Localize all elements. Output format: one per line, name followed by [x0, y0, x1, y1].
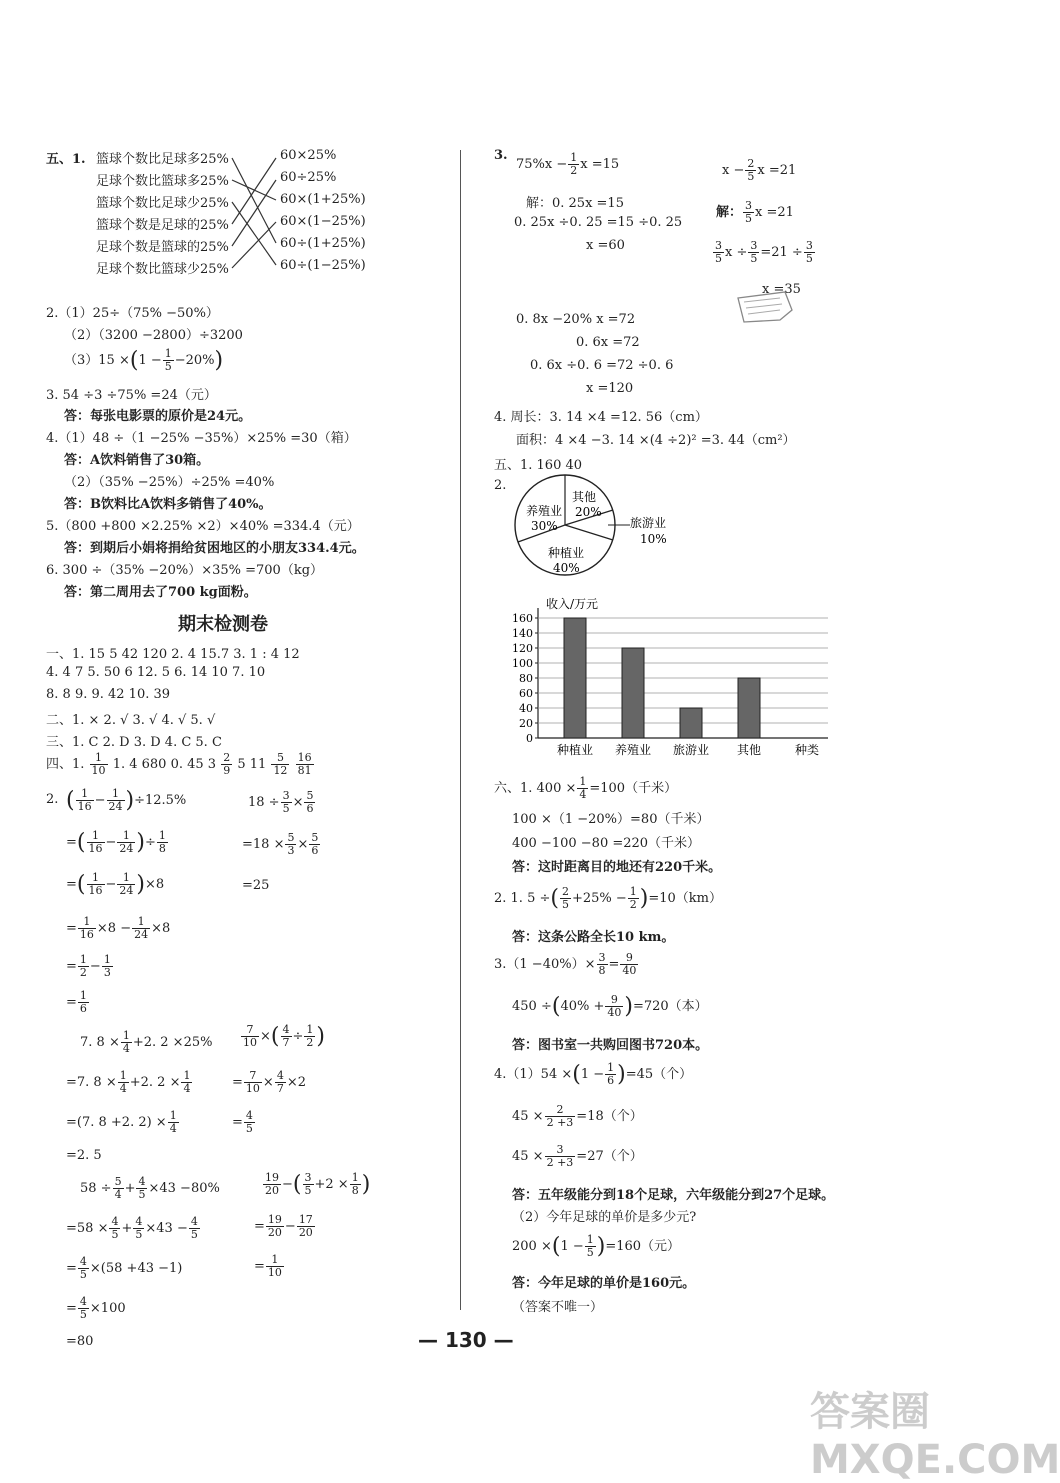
pie-divider-3	[565, 525, 613, 540]
rq3-label: 3.	[494, 148, 508, 163]
pie-label-1: 其他	[572, 490, 597, 504]
matching-right-item: 60×(1−25%)	[280, 214, 366, 229]
bar-chart	[500, 596, 830, 764]
calc-label: 2.	[46, 792, 59, 807]
calc-c4: =2. 5	[66, 1148, 102, 1163]
rs6-4f: 200 ×(1 − $\frac{1}{5}$ )=160（元）	[512, 1233, 681, 1259]
rq3-step2: 0. 25x ÷0. 25 =15 ÷0. 25	[514, 215, 683, 230]
q3-answer: 答：每张电影票的原价是24元。	[64, 409, 252, 424]
exam-part1-line2: 4. 4 7 5. 50 6 12. 5 6. 14 10 7. 10	[46, 665, 266, 680]
calc-a4: = $\frac{1}{16}$ ×8 − $\frac{1}{24}$ ×8	[66, 915, 171, 941]
matching-left-item: 足球个数是篮球的25%	[96, 240, 229, 255]
stamp-icon	[730, 288, 800, 328]
rs5-1: 五、1. 160 40	[494, 458, 583, 473]
calc-f2: = $\frac{19}{20}$ − $\frac{17}{20}$	[254, 1213, 313, 1239]
rs6-1c: 100 ×（1 −20%）=80（千米）	[512, 812, 710, 827]
calc-d2: = $\frac{7}{10}$ × $\frac{4}{7}$ ×2	[232, 1069, 306, 1095]
y-tick-label: 0	[526, 732, 533, 745]
exam-part2: 二、1. × 2. √ 3. √ 4. √ 5. √	[46, 713, 216, 728]
column-divider	[460, 150, 461, 1310]
x-tick-label: 种植业	[556, 743, 594, 757]
matching-left-item: 足球个数比篮球多25%	[96, 174, 229, 189]
calc-e4: = $\frac{4}{5}$ ×100	[66, 1295, 126, 1321]
rq3-eq1: 75%x − $\frac{1}{2}$ x =15	[516, 151, 620, 177]
note: （答案不唯一）	[512, 1300, 604, 1315]
matching-right-item: 60÷(1+25%)	[280, 236, 366, 251]
rq3-step3: x =60	[586, 238, 625, 253]
bar	[680, 708, 702, 738]
rq4-area: 面积：4 ×4 −3. 14 ×(4 ÷2)² =3. 44（cm²）	[516, 433, 796, 448]
rs6-3ans: 答：图书室一共购回图书720本。	[512, 1038, 709, 1053]
q5-answer: 答：到期后小娟将捐给贫困地区的小朋友334.4元。	[64, 541, 365, 556]
pie-label-2: 旅游业	[630, 516, 667, 530]
rs6-3a: 3.（1 −40%）× $\frac{3}{8}$ = $\frac{9}{40}$	[494, 951, 637, 977]
rs6-4e: （2）今年足球的单价是多少元?	[512, 1210, 697, 1225]
rq3-t4: x =120	[586, 381, 634, 396]
calc-d1: $\frac{7}{10}$ ×( $\frac{4}{7}$ ÷ $\frac{1}{2}$ )	[243, 1023, 325, 1049]
pie-label-3: 种植业	[548, 546, 585, 560]
rq4-perimeter: 4. 周长：3. 14 ×4 =12. 56（cm）	[494, 410, 708, 425]
rs6-1a: 六、1. 400 × $\frac{1}{4}$ =100（千米）	[494, 775, 678, 801]
calc-b2: =18 × $\frac{5}{3}$ × $\frac{5}{6}$	[242, 831, 319, 857]
exam-part4: 四、1. $\frac{1}{10}$ 1. 4 680 0. 45 3 $\frac{2}{9}$ 5 11 $\frac{5}{12}$ $\frac{16}{81}$	[46, 751, 312, 777]
calc-e1: 58 ÷ $\frac{5}{4}$ + $\frac{4}{5}$ ×43 −80%	[80, 1175, 220, 1201]
y-tick-label: 20	[519, 717, 533, 730]
exam-part1-line1: 一、1. 15 5 42 120 2. 4 15.7 3. 1 : 4 12	[46, 647, 300, 662]
bar	[622, 648, 644, 738]
rq3-r2: 解： $\frac{3}{5}$ x =21	[716, 199, 794, 225]
x-axis-label: 种类	[794, 743, 820, 757]
exam-part1-line3: 8. 8 9. 9. 42 10. 39	[46, 687, 171, 702]
matching-right-item: 60×(1+25%)	[280, 192, 366, 207]
rs6-1d: 400 −100 −80 =220（千米）	[512, 836, 701, 851]
rq3-r4: x =35	[762, 282, 801, 297]
calc-c2: =7. 8 × $\frac{1}{4}$ +2. 2 × $\frac{1}{4}$	[66, 1069, 191, 1095]
rs6-2ans: 答：这条公路全长10 km。	[512, 930, 675, 945]
exam-part3: 三、1. C 2. D 3. D 4. C 5. C	[46, 735, 222, 750]
matching-left-item: 篮球个数是足球的25%	[96, 218, 229, 233]
matching-right-item: 60÷25%	[280, 170, 337, 185]
q5-line: 5.（800 +800 ×2.25% ×2）×40% =334.4（元）	[46, 519, 360, 534]
calc-a1: ( $\frac{1}{16}$ − $\frac{1}{24}$ )÷12.5%	[66, 787, 187, 813]
y-axis-label: 收入/万元	[546, 597, 599, 611]
q3-line: 3. 54 ÷3 ÷75% =24（元）	[46, 388, 217, 403]
matching-left-item: 篮球个数比足球少25%	[96, 196, 229, 211]
rs6-1ans: 答：这时距离目的地还有220千米。	[512, 860, 722, 875]
matching-left-item: 足球个数比篮球少25%	[96, 262, 229, 277]
q6-answer: 答：第二周用去了700 kg面粉。	[64, 585, 257, 600]
q6-line: 6. 300 ÷（35% −20%）×35% =700（kg）	[46, 563, 324, 578]
pie-chart	[500, 470, 700, 590]
q4-answer1: 答：A饮料销售了30箱。	[64, 453, 210, 468]
calc-c3: =(7. 8 +2. 2) × $\frac{1}{4}$	[66, 1109, 177, 1135]
calc-a2: =( $\frac{1}{16}$ − $\frac{1}{24}$ )÷ $\frac{1}{8}$	[66, 829, 166, 855]
rs6-2a: 2. 1. 5 ÷( $\frac{2}{5}$ +25% − $\frac{1}{2}$ )=10（km）	[494, 885, 723, 911]
calc-e2: =58 × $\frac{4}{5}$ + $\frac{4}{5}$ ×43 − $\frac{4}{5}$	[66, 1215, 198, 1241]
rq3-t2: 0. 6x =72	[576, 335, 640, 350]
watermark-logo: 答案圈 MXQE.COM	[810, 1389, 1060, 1483]
y-tick-label: 120	[512, 642, 533, 655]
x-tick-label: 旅游业	[672, 743, 710, 757]
q4-part1: 4.（1）48 ÷（1 −25% −35%）×25% =30（箱）	[46, 431, 357, 446]
rq3-r3: $\frac{3}{5}$ x ÷ $\frac{3}{5}$ =21 ÷ $\frac{3}{5}$	[715, 239, 813, 265]
x-tick-label: 养殖业	[614, 743, 652, 757]
matching-left-item: 篮球个数比足球多25%	[96, 152, 229, 167]
rs6-4d: 45 × $\frac{3}{2 +3}$ =27（个）	[512, 1143, 643, 1169]
matching-right-item: 60÷(1−25%)	[280, 258, 366, 273]
q4-part2: （2）（35% −25%）÷25% =40%	[64, 475, 275, 490]
section-5-label: 五、1.	[46, 152, 86, 167]
q2-part3: （3）15 ×(1 − $\frac{1}{5}$ −20%)	[64, 347, 224, 373]
x-tick-label: 其他	[736, 743, 762, 757]
rs5-2: 2.	[494, 478, 507, 493]
y-tick-label: 80	[519, 672, 533, 685]
rs6-4c: 45 × $\frac{2}{2 +3}$ =18（个）	[512, 1103, 643, 1129]
rs6-4ans: 答：五年级能分到18个足球，六年级能分到27个足球。	[512, 1188, 835, 1203]
bar	[738, 678, 760, 738]
bar	[564, 618, 586, 738]
y-tick-label: 160	[512, 612, 533, 625]
y-tick-label: 60	[519, 687, 533, 700]
rq3-step1: 解：0. 25x =15	[526, 196, 624, 211]
pie-pct-2: 10%	[640, 532, 667, 546]
y-tick-label: 40	[519, 702, 533, 715]
calc-a3: =( $\frac{1}{16}$ − $\frac{1}{24}$ )×8	[66, 871, 165, 897]
calc-f1: $\frac{19}{20}$ −( $\frac{3}{5}$ +2 × $\frac{1}{8}$ )	[265, 1171, 371, 1197]
q4-answer2: 答：B饮料比A饮料多销售了40%。	[64, 497, 272, 512]
q2-part1: 2.（1）25÷（75% −50%）	[46, 306, 219, 321]
pie-pct-0: 30%	[531, 519, 558, 533]
matching-right-item: 60×25%	[280, 148, 337, 163]
calc-b1: 18 ÷ $\frac{3}{5}$ × $\frac{5}{6}$	[248, 789, 314, 815]
pie-label-0: 养殖业	[526, 504, 563, 518]
calc-e5: =80	[66, 1334, 94, 1349]
exam-title: 期末检测卷	[178, 614, 268, 635]
rs6-3c: 450 ÷(40% + $\frac{9}{40}$ )=720（本）	[512, 993, 708, 1019]
rs6-4ans2: 答：今年足球的单价是160元。	[512, 1276, 696, 1291]
pie-pct-1: 20%	[575, 505, 602, 519]
page-number: — 130 —	[418, 1328, 514, 1352]
pie-pct-3: 40%	[553, 561, 580, 575]
y-tick-label: 140	[512, 627, 533, 640]
matching-lines	[230, 150, 280, 270]
calc-a6: = $\frac{1}{6}$	[66, 989, 87, 1015]
rq3-t1: 0. 8x −20% x =72	[516, 312, 636, 327]
calc-a5: = $\frac{1}{2}$ − $\frac{1}{3}$	[66, 953, 111, 979]
calc-d3: = $\frac{4}{5}$	[232, 1109, 253, 1135]
calc-e3: = $\frac{4}{5}$ ×(58 +43 −1)	[66, 1255, 183, 1281]
calc-f3: = $\frac{1}{10}$	[254, 1253, 282, 1279]
calc-b3: =25	[242, 878, 270, 893]
y-tick-label: 100	[512, 657, 533, 670]
rq3-r1: x − $\frac{2}{5}$ x =21	[722, 157, 797, 183]
rs6-4a: 4.（1）54 ×(1 − $\frac{1}{6}$ )=45（个）	[494, 1061, 693, 1087]
rq3-t3: 0. 6x ÷0. 6 =72 ÷0. 6	[530, 358, 674, 373]
calc-c1: 7. 8 × $\frac{1}{4}$ +2. 2 ×25%	[80, 1029, 213, 1055]
q2-part2: （2）（3200 −2800）÷3200	[64, 328, 243, 343]
